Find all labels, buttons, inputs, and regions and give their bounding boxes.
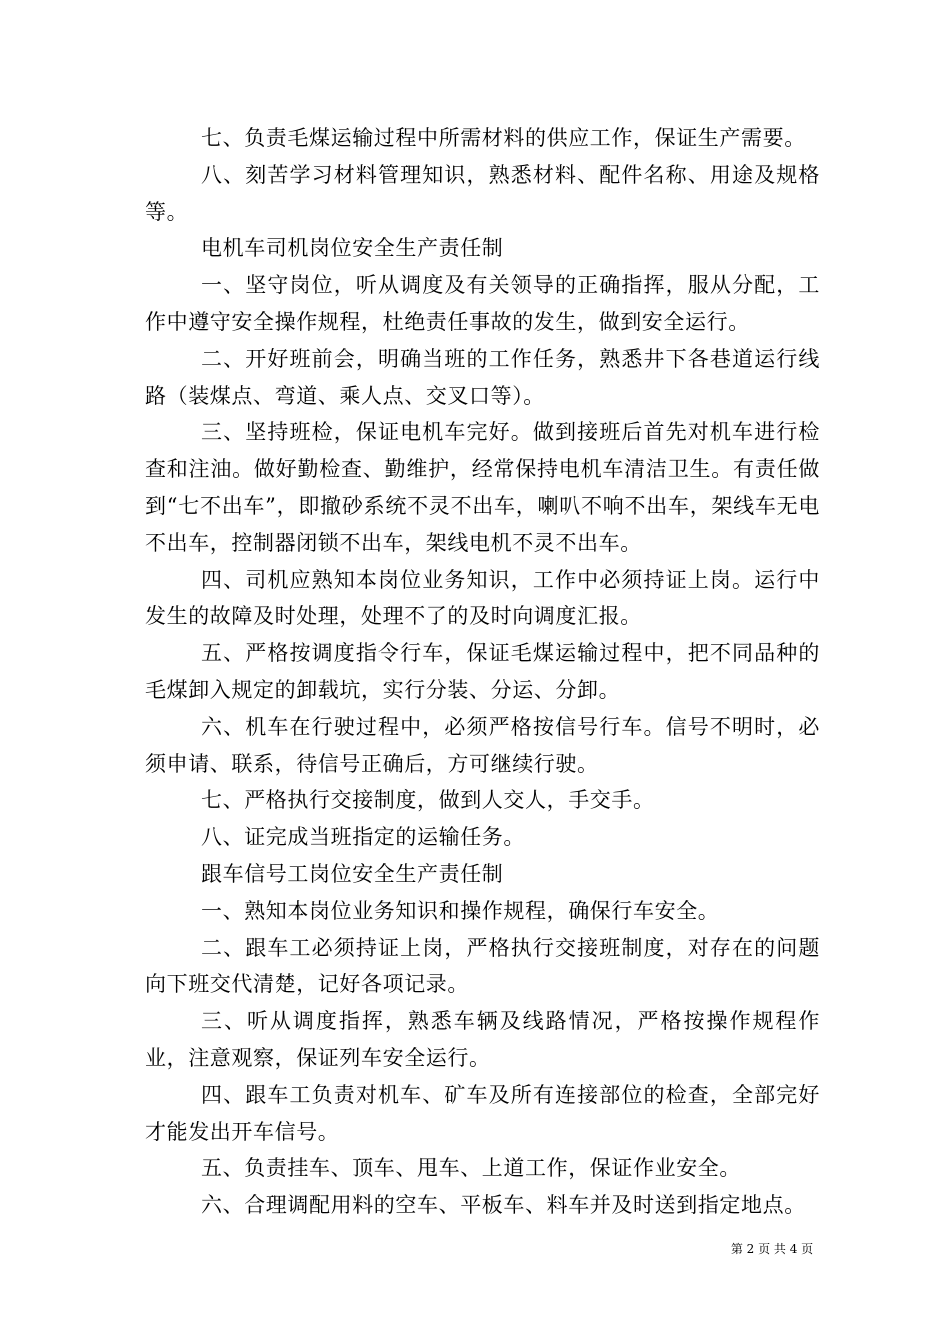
paragraph: 八、刻苦学习材料管理知识，熟悉材料、配件名称、用途及规格等。: [145, 162, 820, 224]
paragraph: 六、机车在行驶过程中，必须严格按信号行车。信号不明时，必须申请、联系，待信号正确后，方可继续行驶。: [145, 714, 820, 776]
section-heading: 跟车信号工岗位安全生产责任制: [201, 861, 504, 886]
paragraph: 一、熟知本岗位业务知识和操作规程，确保行车安全。: [201, 898, 720, 923]
paragraph: 四、跟车工负责对机车、矿车及所有连接部位的检查，全部完好才能发出开车信号。: [145, 1082, 820, 1144]
paragraph: 五、严格按调度指令行车，保证毛煤运输过程中，把不同品种的毛煤卸入规定的卸载坑，实行分装、分运、分卸。: [145, 641, 820, 702]
paragraph: 三、听从调度指挥，熟悉车辆及线路情况，严格按操作规程作业，注意观察，保证列车安全运行。: [145, 1009, 820, 1070]
page-footer: [0, 1240, 950, 1257]
section-heading: 电机车司机岗位安全生产责任制: [201, 236, 504, 261]
paragraph: 三、坚持班检，保证电机车完好。做到接班后首先对机车进行检查和注油。做好勤检查、勤维护，经常保持电机车清洁卫生。有责任做到“七不出车”，即撤砂系统不灵不出车，喇叭不响不出车，架线车无电不出车，控制器闭锁不出车，架线电机不灵不出车。: [145, 420, 820, 555]
paragraph: 八、证完成当班指定的运输任务。: [201, 825, 525, 850]
document-body: [145, 120, 820, 1224]
paragraph: 二、开好班前会，明确当班的工作任务，熟悉井下各巷道运行线路（装煤点、弯道、乘人点、交叉口等）。: [145, 346, 820, 408]
paragraph: 四、司机应熟知本岗位业务知识，工作中必须持证上岗。运行中发生的故障及时处理，处理不了的及时向调度汇报。: [145, 567, 820, 629]
paragraph: 二、跟车工必须持证上岗，严格执行交接班制度，对存在的问题向下班交代清楚，记好各项记录。: [145, 935, 820, 997]
paragraph: 五、负责挂车、顶车、甩车、上道工作，保证作业安全。: [201, 1156, 741, 1181]
page-number: 第 2 页 共 4 页: [730, 1242, 814, 1256]
paragraph: 一、坚守岗位，听从调度及有关领导的正确指挥，服从分配，工作中遵守安全操作规程，杜绝责任事故的发生，做到安全运行。: [145, 273, 820, 334]
paragraph: 七、负责毛煤运输过程中所需材料的供应工作，保证生产需要。: [201, 126, 806, 150]
paragraph: 七、严格执行交接制度，做到人交人，手交手。: [201, 788, 655, 813]
paragraph: 六、合理调配用料的空车、平板车、料车并及时送到指定地点。: [201, 1193, 806, 1218]
